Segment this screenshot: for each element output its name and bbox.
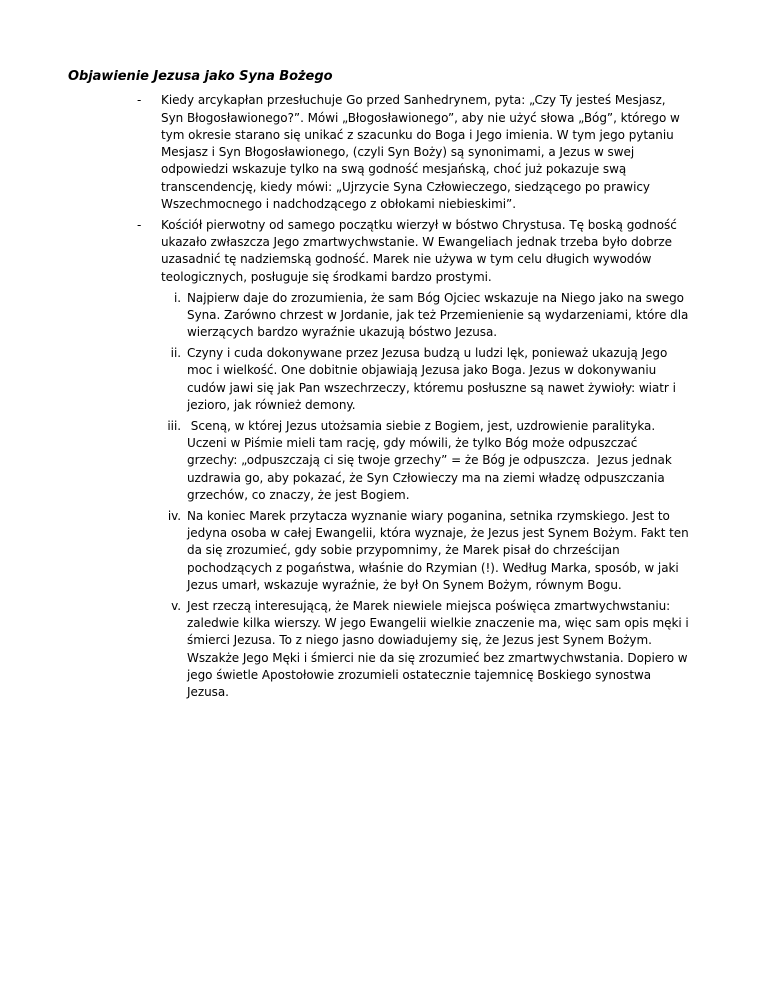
roman-numeral-marker: iii. — [167, 418, 181, 433]
paragraph-text: Na koniec Marek przytacza wyznanie wiary poganina, setnika rzymskiego. Jest to jedyna osoba w całej Ewangelii, która wyznaje, że Jezus jest Synem Bożym. Fakt ten da się zrozumieć, gdy sobie przypomnimy, że Marek pisał do chrześcijan pochodzących z pogaństwa, właśnie do Rzymian (!). Według Marka, sposób, w jaki Jezus umarł, wskazuje wyraźnie, że był On Synem Bożym, równym Bogu. — [187, 508, 693, 592]
paragraph-text: Sceną, w której Jezus utożsamia siebie z Bogiem, jest, uzdrowienie paralityka. Uczeni w Piśmie mieli tam rację, gdy mówili, że tylko Bóg może odpuszczać grzechy: „odpuszczają ci się twoje grzechy” = że Bóg je odpuszcza. Jezus jednak uzdrawia go, aby pokazać, że Syn Człowieczy ma na ziemi władzę odpuszczania grzechów, co znaczy, że jest Bogiem. — [187, 418, 676, 502]
paragraph-text: Kiedy arcykapłan przesłuchuje Go przed Sanhedrynem, pyta: „Czy Ty jesteś Mesjasz, Syn Błogosławionego?”. Mówi „Błogosławionego”, aby nie użyć słowa „Bóg”, którego w tym okresie starano się unikać z szacunku do Boga i Jego imienia. W tym jego pytaniu Mesjasz i Syn Błogosławionego, (czyli Syn Boży) są synonimami, a Jezus w swej odpowiedzi wskazuje tylko na swą godność mesjańską, choć już pokazuje swą transcendencję, kiedy mówi: „Ujrzycie Syna Człowieczego, siedzącego po prawicy Wszechmocnego i nadchodzącego z obłokami niebieskimi”. — [161, 93, 684, 212]
dash-bullet-marker: - — [137, 93, 142, 108]
roman-numeral-marker: ii. — [170, 345, 181, 360]
list-item — [150, 598, 693, 702]
dash-bullet-marker: - — [137, 217, 142, 232]
paragraph-text: Jest rzeczą interesującą, że Marek niewiele miejsca poświęca zmartwychwstaniu: zaledwie kilka wierszy. W jego Ewangelii wielkie znaczenie ma, więc sam opis męki i śmierci Jezusa. To z niego jasno dowiadujemy się, że Jezus jest Synem Bożym. Wszakże Jego Męki i śmierci nie da się zrozumieć bez zmartwychwstania. Dopiero w jego świetle Apostołowie zrozumieli ostatecznie tajemnicę Boskiego synostwa Jezusa. — [187, 598, 693, 700]
roman-numeral-marker: iv. — [167, 508, 181, 523]
roman-numeral-marker: v. — [171, 598, 181, 613]
bullet-paragraph — [137, 217, 690, 286]
paragraph-text: Najpierw daje do zrozumienia, że sam Bóg Ojciec wskazuje na Niego jako na swego Syna. Zarówno chrzest w Jordanie, jak też Przemienienie są wydarzeniami, które dla wierzących bardzo wyraźnie ukazują bóstwo Jezusa. — [187, 290, 693, 340]
paragraph-text: Kościół pierwotny od samego początku wierzył w bóstwo Chrystusa. Tę boską godność ukazało zwłaszcza Jego zmartwychwstanie. W Ewangeliach jednak trzeba było dobrze uzasadnić tę nadziemską godność. Marek nie używa w tym celu długich wywodów teologicznych, posługuje się środkami bardzo prostymi. — [161, 217, 681, 284]
document-title: Objawienie Jezusa jako Syna Bożego — [68, 69, 333, 84]
roman-numeral-marker: i. — [173, 290, 181, 305]
list-item — [150, 345, 690, 414]
paragraph-text: Czyny i cuda dokonywane przez Jezusa budzą u ludzi lęk, ponieważ ukazują Jego moc i wielkość. One dobitnie objawiają Jezusa jako Boga. Jezus w dokonywaniu cudów jawi się jak Pan wszechrzeczy, któremu posłuszne są nawet żywioły: wiatr i jezioro, jak również demony. — [187, 345, 680, 412]
list-item — [150, 290, 693, 342]
bullet-paragraph — [137, 92, 690, 213]
list-item — [150, 508, 693, 594]
list-item — [150, 418, 690, 504]
